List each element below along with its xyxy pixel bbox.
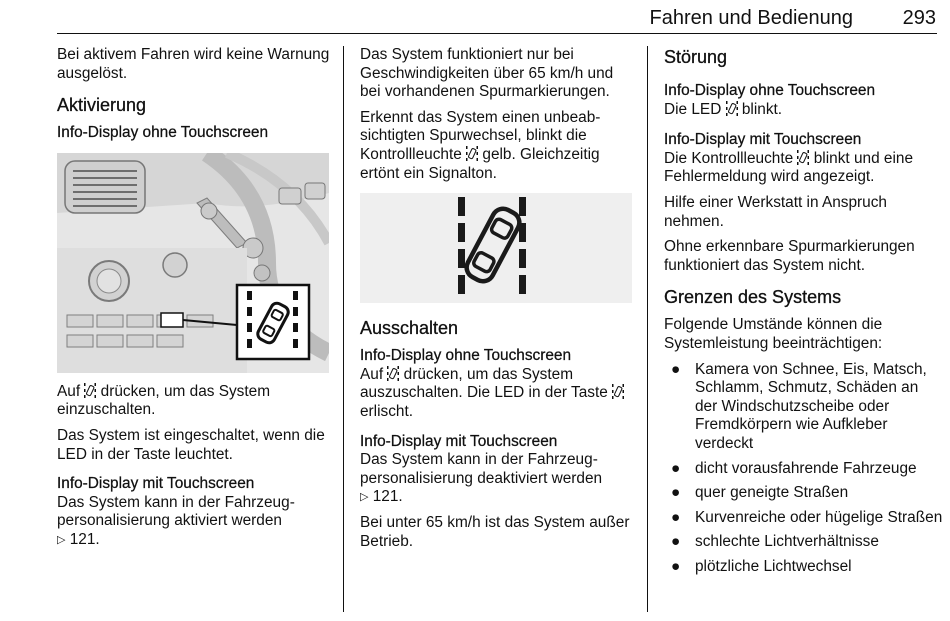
text-fragment: drücken, um das System einzuschalten. bbox=[57, 382, 271, 419]
col1-personalisierung bbox=[57, 494, 331, 550]
list-item-text: dicht vorausfahrende Fahrzeuge bbox=[695, 459, 917, 477]
lane-keep-assist-icon bbox=[612, 384, 624, 399]
column-divider-1 bbox=[343, 46, 344, 612]
column-1 bbox=[57, 46, 331, 557]
col3-umstaende: Folgende Umstände können die Systemleistung beeinträchtigen: bbox=[664, 316, 883, 352]
text-fragment: erlischt. bbox=[360, 402, 414, 420]
list-item-text: schlechte Lichtverhältnisse bbox=[695, 533, 879, 551]
list-item bbox=[664, 484, 944, 503]
text-fragment: drücken, um das System auszuschalten. Die LED in der Taste bbox=[360, 365, 608, 402]
column-3 bbox=[664, 46, 944, 582]
subheading-mit-touchscreen: Info-Display mit Touchscreen bbox=[664, 131, 862, 149]
text-fragment: Das System kann in der Fahrzeugpersonalisierung aktiviert werden bbox=[57, 493, 295, 530]
bullet-icon: ● bbox=[671, 508, 681, 526]
col2-spurwechsel bbox=[360, 109, 636, 183]
list-item-text: quer geneigte Straßen bbox=[695, 484, 849, 502]
reference-arrow-icon: ▷ bbox=[57, 533, 66, 546]
list-item bbox=[664, 533, 944, 552]
heading-ausschalten: Ausschalten bbox=[360, 318, 459, 339]
heading-stoerung: Störung bbox=[664, 47, 728, 67]
text-fragment: Die Kontrollleuchte bbox=[664, 149, 794, 167]
col1-einschalten bbox=[57, 383, 331, 420]
subheading-ohne-touchscreen: Info-Display ohne Touchscreen bbox=[57, 124, 269, 142]
col2-ausschalten bbox=[360, 366, 636, 422]
col2-personalisierung bbox=[360, 451, 636, 507]
lane-keep-assist-icon bbox=[466, 146, 478, 161]
col3-led-blinkt bbox=[664, 101, 944, 120]
subheading-mit-touchscreen: Info-Display mit Touchscreen bbox=[360, 432, 558, 450]
col1-intro: Bei aktivem Fahren wird keine Warnung ausgelöst. bbox=[57, 46, 330, 82]
page-number: 293 bbox=[902, 7, 936, 29]
list-item bbox=[664, 509, 944, 528]
text-fragment: Das System kann in der Fahrzeugpersonalisierung deaktiviert werden bbox=[360, 451, 603, 487]
list-item-text: Kurvenreiche oder hügelige Straßen bbox=[695, 508, 943, 526]
lane-keep-indicator-figure bbox=[360, 193, 632, 303]
limitations-list bbox=[664, 361, 944, 577]
page-header bbox=[0, 0, 950, 36]
list-item-text: Kamera von Schnee, Eis, Matsch, Schlamm, Schmutz, Schäden an der Windschutzscheibe oder Fremdkörpern wie Aufkleber verdeckt bbox=[695, 360, 927, 452]
text-fragment: blinkt. bbox=[741, 100, 783, 118]
col2-ausser-betrieb: Bei unter 65 km/h ist das System außer Betrieb. bbox=[360, 513, 630, 550]
text-fragment: Die LED bbox=[664, 100, 722, 118]
header-title: Fahren und Bedienung bbox=[649, 7, 853, 29]
column-divider-2 bbox=[647, 46, 648, 612]
lane-keep-assist-icon bbox=[726, 101, 738, 116]
page-reference[interactable]: 121. bbox=[372, 488, 403, 506]
bullet-icon: ● bbox=[671, 360, 681, 378]
header-rule bbox=[57, 33, 937, 34]
heading-grenzen: Grenzen des Systems bbox=[664, 287, 842, 308]
col3-werkstatt: Hilfe einer Werkstatt in Anspruch nehmen. bbox=[664, 193, 887, 230]
dashboard-button-photo bbox=[57, 153, 329, 373]
col1-eingeschaltet: Das System ist eingeschaltet, wenn die LED in der Taste leuchtet. bbox=[57, 426, 325, 463]
text-fragment: Auf bbox=[360, 365, 384, 383]
text-fragment: gelb. Gleichzeitig ertönt ein Signalton. bbox=[360, 145, 600, 182]
list-item bbox=[664, 361, 944, 454]
bullet-icon: ● bbox=[671, 557, 681, 575]
text-fragment: blinkt und eine Fehlermeldung wird angezeigt. bbox=[664, 149, 914, 186]
page-reference[interactable]: 121. bbox=[69, 530, 100, 548]
lane-keep-assist-icon bbox=[797, 150, 809, 165]
lane-keep-assist-icon bbox=[387, 366, 399, 381]
bullet-icon: ● bbox=[671, 484, 681, 502]
list-item-text: plötzliche Lichtwechsel bbox=[695, 557, 852, 575]
subheading-ohne-touchscreen: Info-Display ohne Touchscreen bbox=[360, 347, 572, 365]
lane-keep-assist-icon bbox=[84, 383, 96, 398]
reference-arrow-icon: ▷ bbox=[360, 491, 369, 504]
bullet-icon: ● bbox=[671, 533, 681, 551]
subheading-ohne-touchscreen: Info-Display ohne Touchscreen bbox=[664, 82, 876, 99]
heading-aktivierung: Aktivierung bbox=[57, 95, 147, 116]
subheading-mit-touchscreen: Info-Display mit Touchscreen bbox=[57, 475, 255, 493]
column-2 bbox=[360, 46, 636, 558]
col3-fehlermeldung bbox=[664, 150, 944, 187]
text-fragment: Auf bbox=[57, 382, 81, 400]
bullet-icon: ● bbox=[671, 459, 681, 477]
col2-geschwindigkeit: Das System funktioniert nur bei Geschwindigkeiten über 65 km/h und bei vorhandenen Spurmarkierungen. bbox=[360, 46, 614, 101]
col3-spurmarkierungen: Ohne erkennbare Spurmarkierungen funktioniert das System nicht. bbox=[664, 238, 915, 274]
list-item bbox=[664, 558, 944, 577]
list-item bbox=[664, 460, 944, 479]
text-fragment: Erkennt das System einen unbeabsichtigten Spurwechsel, blinkt die Kontrollleuchte bbox=[360, 108, 601, 163]
